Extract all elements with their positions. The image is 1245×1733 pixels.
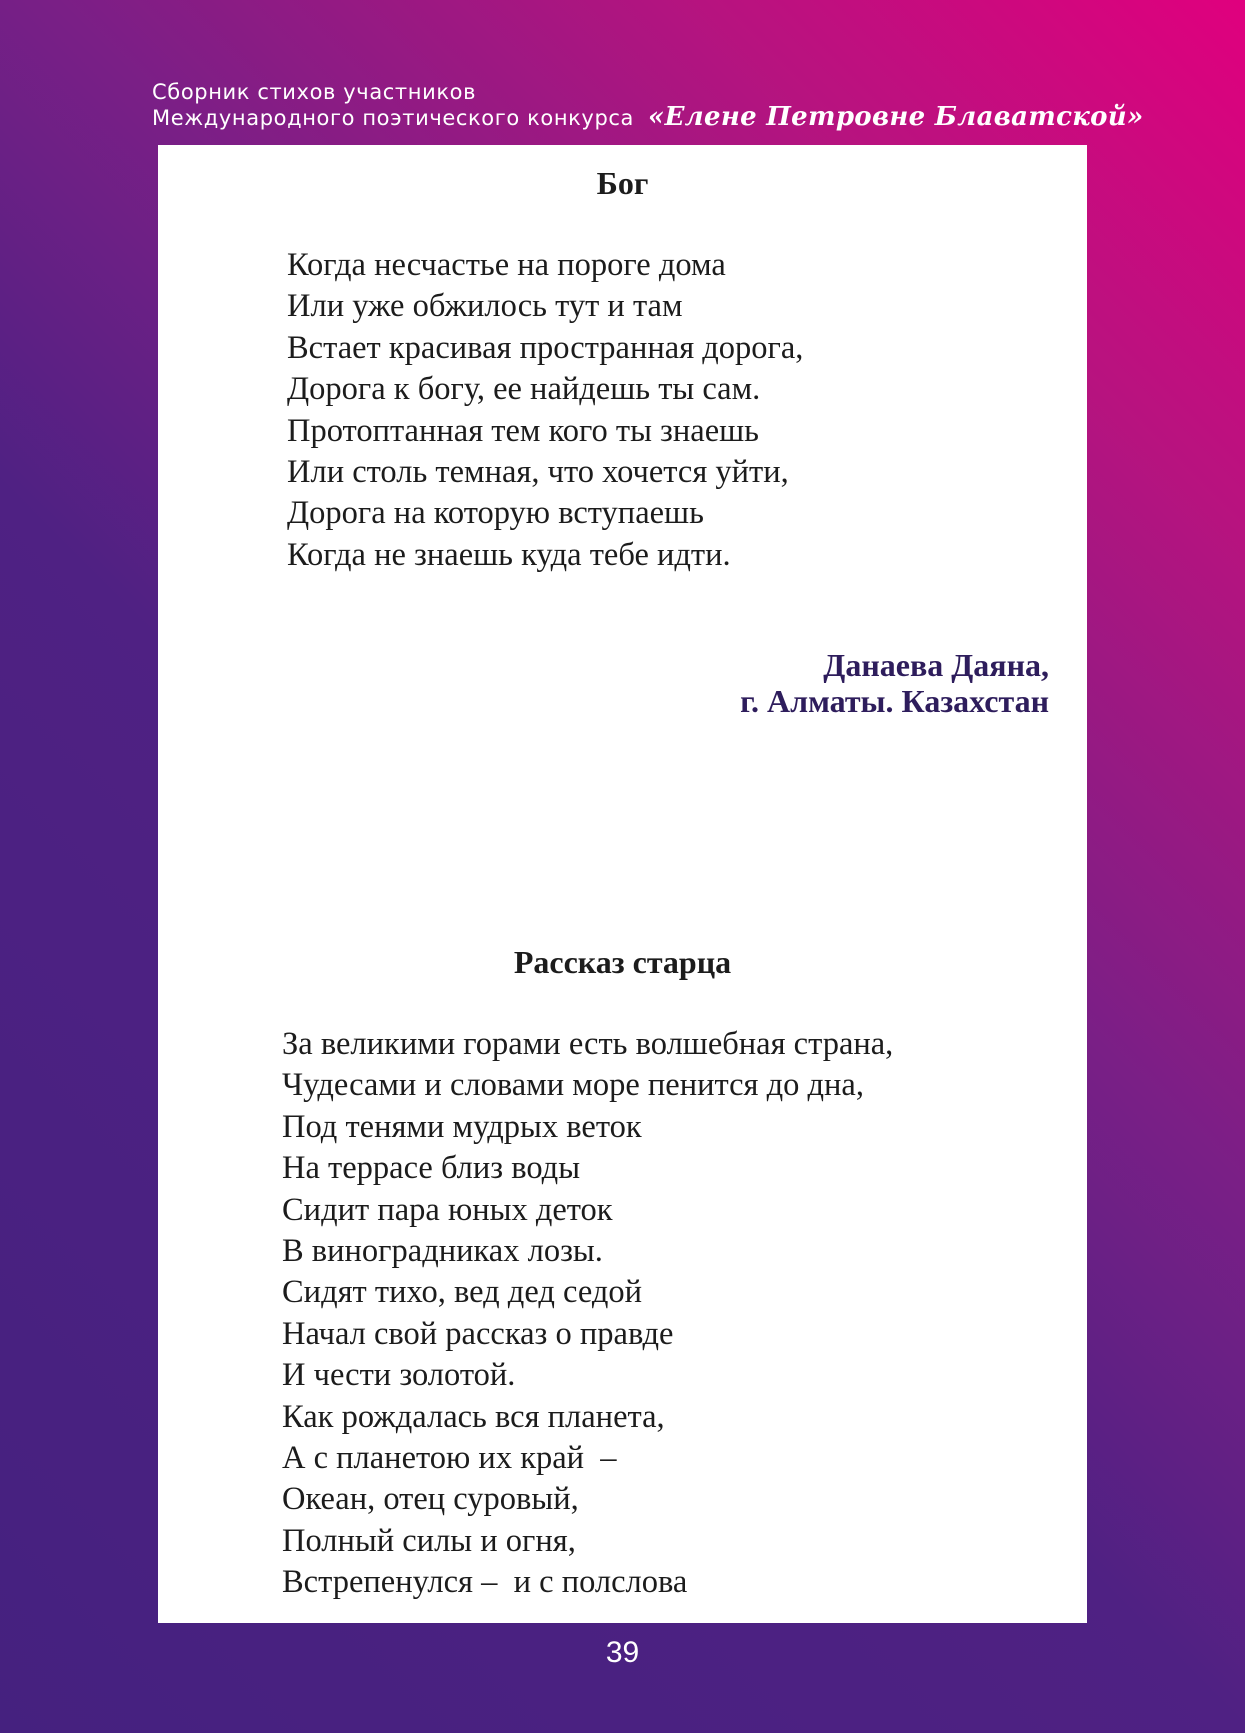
poem-line: Или столь темная, что хочется уйти, [287, 454, 789, 491]
poem-2-body [282, 1024, 893, 1604]
poem-line: Океан, отец суровый, [282, 1481, 579, 1518]
poem-line: Встает красивая пространная дорога, [287, 329, 804, 366]
poem-line: Дорога к богу, ее найдешь ты сам. [287, 371, 761, 408]
poem-line: И чести золотой. [282, 1357, 516, 1394]
header-line-1: Сборник стихов участников [152, 80, 477, 104]
poem-line: Когда несчастье на пороге дома [287, 247, 726, 283]
author-name: Данаева Даяна, [823, 647, 1049, 683]
poem-title-2: Рассказ старца [513, 944, 732, 980]
poem-title-1: Бог [596, 165, 649, 201]
author-location: г. Алматы. Казахстан [740, 683, 1049, 719]
poem-line: Полный силы и огня, [282, 1522, 576, 1559]
poem-line: Сидит пара юных деток [282, 1191, 613, 1228]
header-line-2 [152, 102, 1144, 132]
poem-line: Протоптанная тем кого ты знаешь [287, 412, 759, 449]
poem-line: Начал свой рассказ о правде [282, 1315, 674, 1352]
poem-line: В виноградниках лозы. [282, 1233, 603, 1270]
poem-line: Под тенями мудрых веток [282, 1108, 642, 1145]
collection-header [152, 80, 1144, 132]
poem-line: Дорога на которую вступаешь [287, 495, 704, 532]
page-number: 39 [605, 1636, 640, 1669]
poem-line: На террасе близ воды [282, 1150, 581, 1187]
poem-line: А с планетою их край – [282, 1440, 617, 1477]
poem-line: Сидят тихо, вед дед седой [282, 1274, 642, 1311]
page-content [158, 145, 1087, 1623]
header-line-2-text: Международного поэтического конкурса [152, 106, 635, 130]
poem-line: Как рождалась вся планета, [282, 1398, 665, 1435]
contest-name: «Елене Петровне Блаватской» [648, 102, 1144, 132]
poem-line: Чудесами и словами море пенится до дна, [282, 1067, 864, 1104]
poem-line: Или уже обжилось тут и там [287, 288, 683, 325]
poem-line: Когда не знаешь куда тебе идти. [287, 536, 731, 573]
poem-1-body [287, 245, 803, 576]
poem-1-author [740, 647, 1049, 719]
poem-line: Встрепенулся – и с полслова [282, 1564, 688, 1601]
poem-line: За великими горами есть волшебная страна, [282, 1026, 894, 1062]
